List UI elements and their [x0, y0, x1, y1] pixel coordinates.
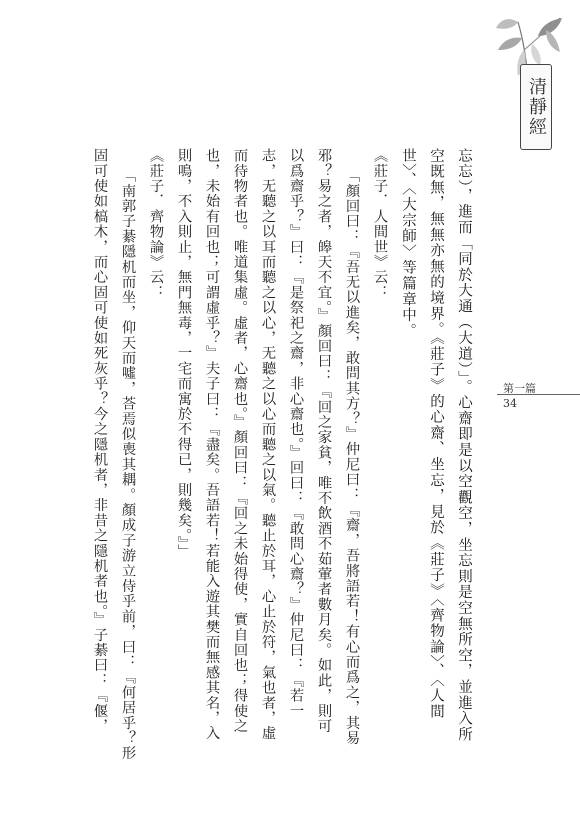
chapter-label: 第一篇: [503, 382, 536, 395]
text-column: 志，无聽之以耳而聽之以心，无聽之以心而聽之以氣。聽止於耳，心止於符，氣也者，虛: [260, 148, 276, 741]
text-column: 「南郭子綦隱机而坐，仰天而噓，荅焉似喪其耦。顏成子游立侍乎前，曰：『何居乎？形: [120, 168, 136, 761]
text-column: 忘忘），進而「同於大通（大道）」。心齋即是以空觀空，坐忘則是空無所空，並進入所: [456, 148, 472, 743]
text-column: 邪？易之者，皞天不宜。』顏回曰：『回之家貧，唯不飲酒不茹葷者數月矣。如此，則可: [316, 148, 332, 734]
text-column: 也，未始有回也；可謂虛乎？』夫子曰：『盡矣。吾語若！若能入遊其樊而無感其名，入: [204, 148, 220, 741]
text-column: 以爲齋乎？』曰：『是祭祀之齋，非心齋也。』回曰：『敢問心齋？』仲尼曰：『若一: [288, 148, 304, 719]
book-title: 清靜經: [520, 64, 552, 150]
text-column: 而待物者也。唯道集虛。虛者，心齋也。』顏回曰：『回之未始得使，實自回也；得使之: [232, 148, 248, 734]
section-heading: 《莊子．人間世》云：: [372, 148, 388, 300]
page-number: 34: [503, 397, 517, 410]
text-column: 空既無，無無亦無的境界。《莊子》的心齋、坐忘，見於《莊子》〈齊物論〉、〈人間: [428, 148, 444, 720]
text-column: 則鳴，不入則止，無門無毒，一宅而寓於不得已，則幾矣。』」: [176, 148, 192, 560]
text-column: 固可使如槁木，而心固可使如死灰乎？今之隱机者，非昔之隱机者也。』子綦曰：『偃，: [92, 148, 108, 734]
section-heading: 《莊子．齊物論》云：: [148, 148, 164, 300]
text-column: 世〉、〈大宗師〉等篇章中。: [400, 148, 416, 339]
text-column: 「顏回曰：『吾无以進矣，敢問其方？』仲尼曰：『齋，吾將語若！有心而爲之，其易: [344, 168, 360, 746]
